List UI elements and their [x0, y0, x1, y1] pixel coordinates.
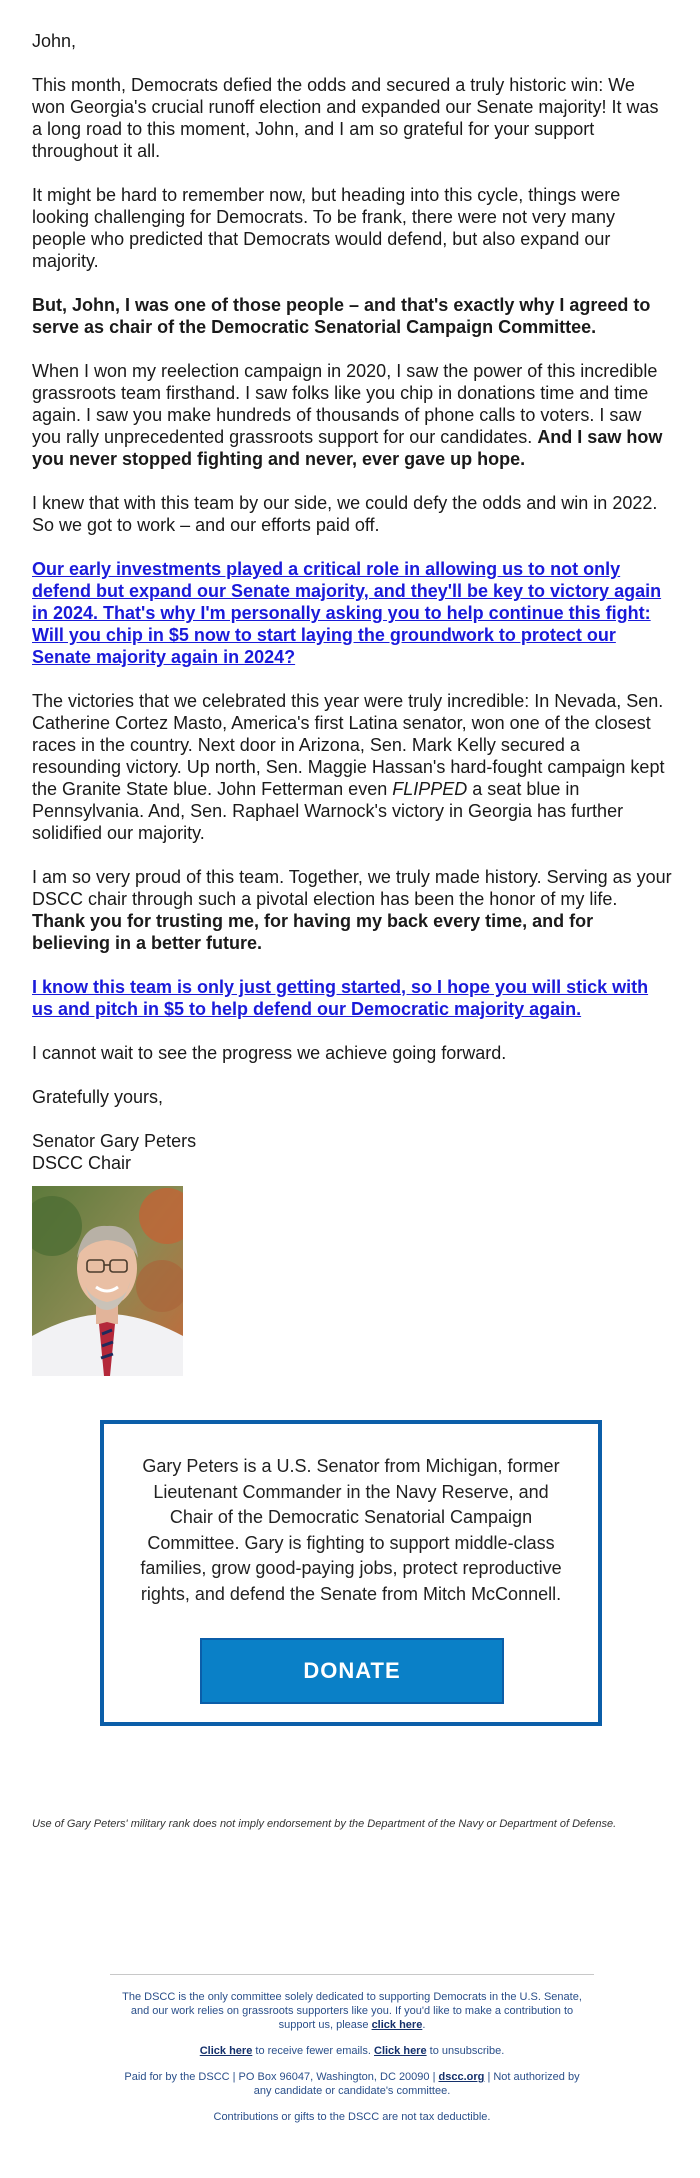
- paid-for-text: Paid for by the DSCC | PO Box 96047, Washington, DC 20090 |: [124, 2071, 436, 2083]
- signature-name: Senator Gary Peters: [32, 1131, 197, 1151]
- paragraph-8: I cannot wait to see the progress we achieve going forward.: [32, 1043, 507, 1063]
- donate-link-2[interactable]: I know this team is only just getting started, so I hope you will stick with us and pitch in $5 to help defend our Democratic majority again.: [32, 977, 649, 1019]
- greeting: John,: [32, 31, 77, 51]
- paragraph-7-text: I am so very proud of this team. Together, we truly made history. Serving as your DSCC chair through such a pivotal election has been the honor of my life.: [32, 867, 672, 909]
- footer-paid-for: [118, 2070, 586, 2098]
- paragraph-6-text-a: The victories that we celebrated this year were truly incredible: In Nevada, Sen. Catherine Cortez Masto, America's first Latina senator, won one of the closest races in the country. Next door in Arizona, Sen. Mark Kelly secured a resounding victory. Up north, Sen. Maggie Hassan's hard-fought campaign kept the Granite State blue. John Fetterman even: [32, 691, 665, 799]
- fewer-emails-link[interactable]: Click here: [199, 2045, 253, 2057]
- senator-photo: [32, 1186, 183, 1376]
- signature-title: DSCC Chair: [32, 1153, 132, 1173]
- paragraph-1: This month, Democrats defied the odds and secured a truly historic win: We won Georgia's crucial runoff election and expanded our Senate majority! It was a long road to this moment, John, and I am so grateful for your support throughout it all.: [32, 75, 659, 161]
- donate-button[interactable]: DONATE: [200, 1638, 504, 1704]
- bio-box: [100, 1420, 602, 1726]
- signature: [32, 1130, 672, 1174]
- paragraph-6-italic: FLIPPED: [392, 779, 468, 799]
- paragraph-4-text: When I won my reelection campaign in 2020, I saw the power of this incredible grassroots team firsthand. I saw folks like you chip in donations time and time again. I saw you make hundreds of thousands of phone calls to voters. I saw you rally unprecedented grassroots support for our candidates.: [32, 361, 658, 447]
- letter-body: [32, 30, 672, 1174]
- paragraph-4: [32, 360, 672, 470]
- footer: [118, 1990, 586, 2136]
- unsubscribe-link[interactable]: Click here: [374, 2045, 427, 2057]
- dscc-site-link[interactable]: dscc.org: [438, 2071, 485, 2083]
- fewer-emails-text: to receive fewer emails.: [255, 2045, 371, 2057]
- paragraph-4-bold: And I saw how you never stopped fighting and never, ever gave up hope.: [32, 427, 663, 469]
- donate-link-1[interactable]: Our early investments played a critical role in allowing us to not only defend but expand our Senate majority, and they'll be key to victory again in 2024. That's why I'm personally asking you to help continue this fight: Will you chip in $5 now to start laying the groundwork to protect our Senate majority again in 2024?: [32, 559, 662, 667]
- donate-link-paragraph-2: [32, 976, 672, 1020]
- footer-about: The DSCC is the only committee solely dedicated to supporting Democrats in the U.S. Senate, and our work relies on grassroots supporters like you. If you'd like to make a contribution to support us, please click here.: [122, 1991, 582, 2031]
- closing: Gratefully yours,: [32, 1087, 164, 1107]
- portrait-illustration: [32, 1186, 183, 1376]
- contribute-link[interactable]: click here: [371, 2019, 423, 2031]
- paid-for-tail: | Not authorized by any candidate or candidate's committee.: [253, 2071, 580, 2097]
- unsubscribe-text: to unsubscribe.: [429, 2045, 505, 2057]
- footer-tax-note: Contributions or gifts to the DSCC are not tax deductible.: [213, 2111, 491, 2123]
- donate-link-paragraph-1: [32, 558, 672, 668]
- paragraph-5: I knew that with this team by our side, we could defy the odds and win in 2022. So we got to work – and our efforts paid off.: [32, 493, 658, 535]
- bio-text: Gary Peters is a U.S. Senator from Michigan, former Lieutenant Commander in the Navy Reserve, and Chair of the Democratic Senatorial Campaign Committee. Gary is fighting to support middle-class families, grow good-paying jobs, protect reproductive rights, and defend the Senate from Mitch McConnell.: [140, 1456, 562, 1604]
- military-rank-disclaimer: Use of Gary Peters' military rank does not imply endorsement by the Department of the Navy or Department of Defense.: [32, 1818, 617, 1830]
- paragraph-7: [32, 866, 672, 954]
- footer-divider: [110, 1974, 594, 1975]
- paragraph-2: It might be hard to remember now, but heading into this cycle, things were looking challenging for Democrats. To be frank, there were not very many people who predicted that Democrats would defend, but also expand our majority.: [32, 185, 621, 271]
- paragraph-6: [32, 690, 672, 844]
- footer-about-text: The DSCC is the only committee solely dedicated to supporting Democrats in the U.S. Senate, and our work relies on grassroots supporters like you. If you'd like to make a contribution to support us, please: [122, 1991, 582, 2031]
- paragraph-6-text-b: a seat blue in Pennsylvania. And, Sen. Raphael Warnock's victory in Georgia has further solidified our majority.: [32, 779, 624, 843]
- paragraph-7-bold: Thank you for trusting me, for having my back every time, and for believing in a better future.: [32, 911, 594, 953]
- paragraph-3-bold: But, John, I was one of those people – and that's exactly why I agreed to serve as chair of the Democratic Senatorial Campaign Committee.: [32, 295, 651, 337]
- footer-email-prefs: [118, 2044, 586, 2058]
- paragraph-3: [32, 294, 672, 338]
